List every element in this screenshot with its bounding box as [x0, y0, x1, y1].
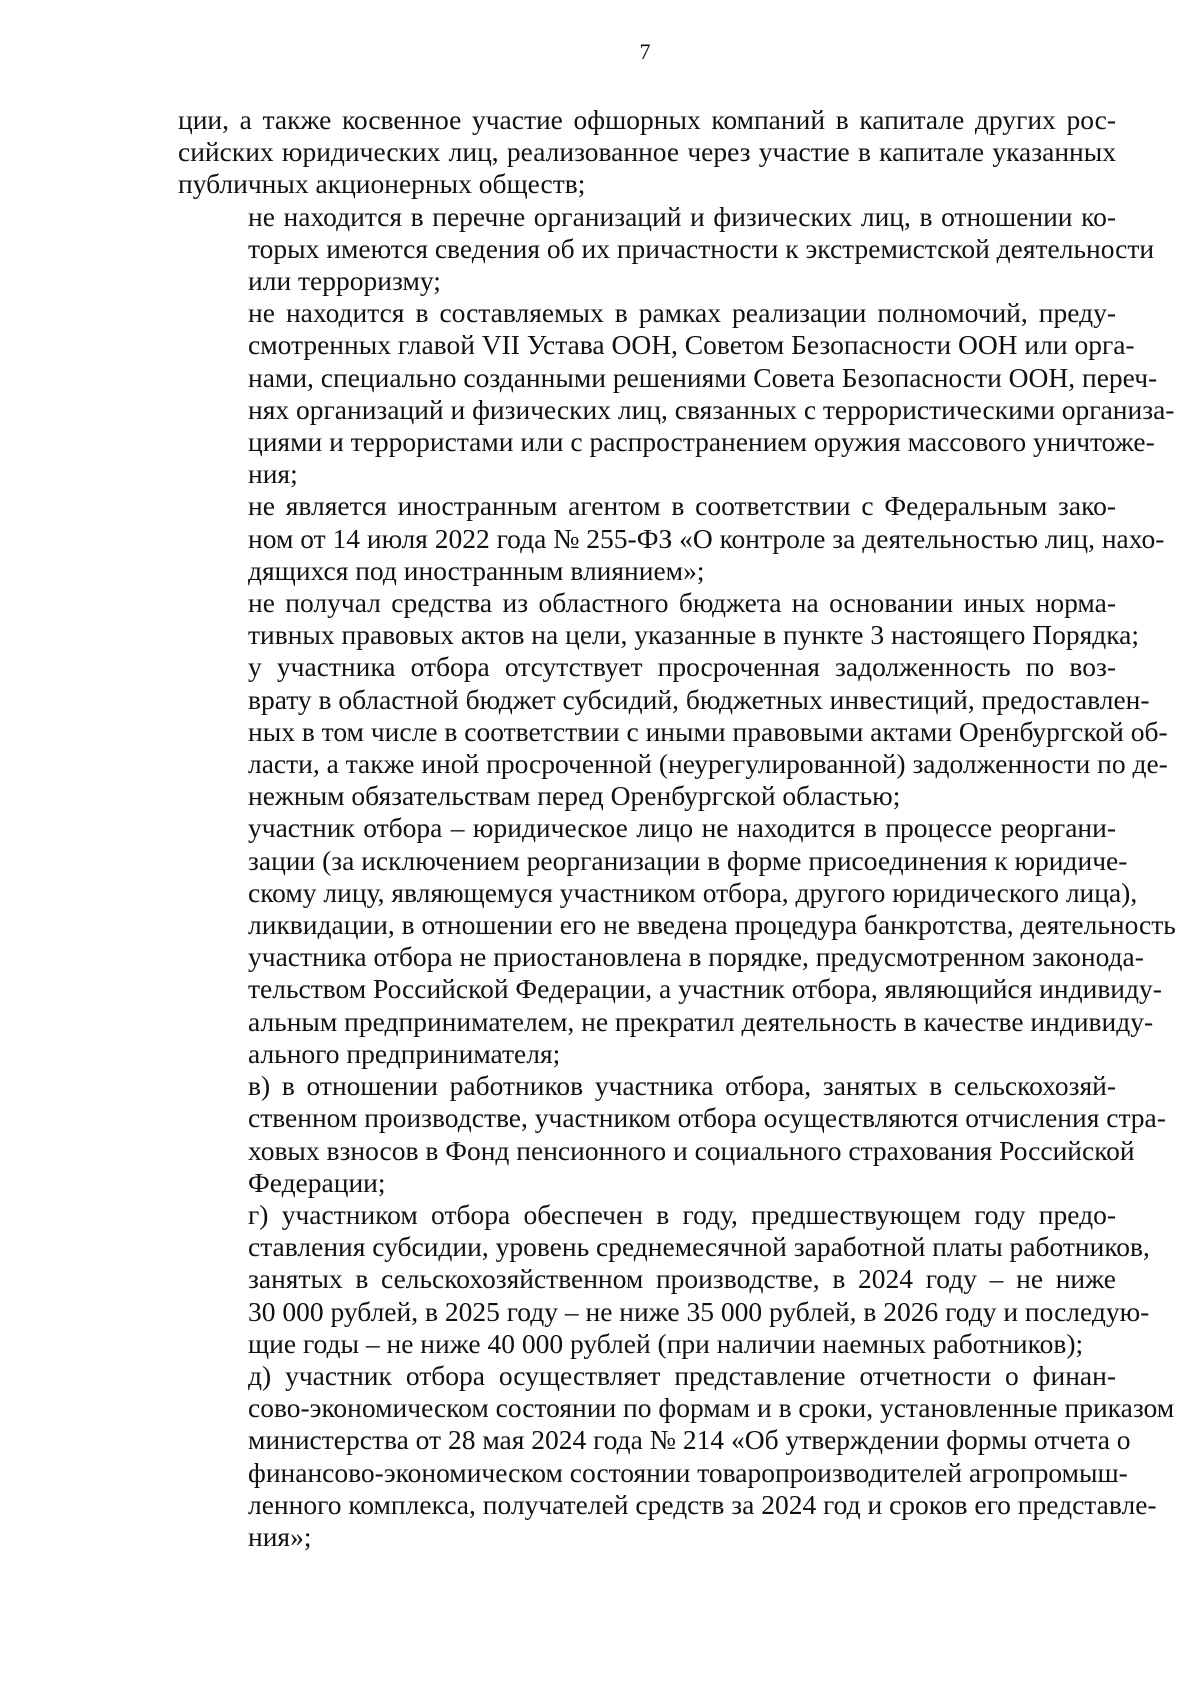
text-line: занятых в сельскохозяйственном производстве, в 2024 году – не ниже: [248, 1263, 1116, 1295]
text-line: врату в областной бюджет субсидий, бюджетных инвестиций, предоставлен-: [248, 683, 1150, 715]
paragraph-8: [178, 1070, 1166, 1199]
paragraph-2: [178, 200, 1155, 298]
text-line: нежным обязательствам перед Оренбургской областью;: [248, 780, 901, 812]
text-line: ставления субсидии, уровень среднемесячной заработной платы работников,: [248, 1231, 1150, 1263]
text-line: Федерации;: [248, 1166, 386, 1198]
text-line: не получал средства из областного бюджета на основании иных норма-: [248, 587, 1116, 619]
text-line: нях организаций и физических лиц, связанных с террористическими организа-: [248, 393, 1175, 425]
text-line: ленного комплекса, получателей средств за 2024 год и сроков его представле-: [248, 1488, 1157, 1520]
text-line: участника отбора не приостановлена в порядке, предусмотренном законода-: [248, 941, 1144, 973]
text-line: не находится в перечне организаций и физических лиц, в отношении ко-: [248, 200, 1116, 232]
text-line: щие годы – не ниже 40 000 рублей (при наличии наемных работников);: [248, 1327, 1084, 1359]
page-number: 7: [639, 39, 651, 64]
text-line: в) в отношении работников участника отбора, занятых в сельскохозяй-: [248, 1070, 1116, 1102]
text-line: скому лицу, являющемуся участником отбора, другого юридического лица),: [248, 876, 1138, 908]
paragraph-9: [178, 1198, 1150, 1360]
text-line: ном от 14 июля 2022 года № 255-ФЗ «О контроле за деятельностью лиц, нахо-: [248, 522, 1165, 554]
document-body: [178, 104, 1176, 1553]
paragraph-10: [178, 1359, 1175, 1553]
text-line: ховых взносов в Фонд пенсионного и социального страхования Российской: [248, 1134, 1135, 1166]
text-line: не является иностранным агентом в соответствии с Федеральным зако-: [248, 490, 1116, 522]
text-line: министерства от 28 мая 2024 года № 214 «Об утверждении формы отчета о: [248, 1424, 1131, 1456]
text-line: ных в том числе в соответствии с иными правовыми актами Оренбургской об-: [248, 715, 1168, 747]
text-line: г) участником отбора обеспечен в году, предшествующем году предо-: [248, 1198, 1116, 1230]
text-line: не находится в составляемых в рамках реализации полномочий, преду-: [248, 297, 1116, 329]
text-line: сово-экономическом состоянии по формам и в сроки, установленные приказом: [248, 1392, 1175, 1424]
paragraph-3: [178, 297, 1175, 490]
paragraph-6: [178, 651, 1168, 812]
paragraph-7: [178, 812, 1176, 1070]
paragraph-5: [178, 587, 1139, 651]
text-line: финансово-экономическом состоянии товаропроизводителей агропромыш-: [248, 1456, 1128, 1488]
text-line: ственном производстве, участником отбора осуществляются отчисления стра-: [248, 1102, 1166, 1134]
text-line: ального предпринимателя;: [248, 1037, 561, 1069]
text-line: ликвидации, в отношении его не введена процедура банкротства, деятельность: [248, 909, 1176, 941]
text-line: зации (за исключением реорганизации в форме присоединения к юридиче-: [248, 844, 1128, 876]
text-line: торых имеются сведения об их причастности к экстремистской деятельности: [248, 232, 1155, 264]
text-line: участник отбора – юридическое лицо не находится в процессе реоргани-: [248, 812, 1116, 844]
text-line: циями и террористами или с распространением оружия массового уничтоже-: [248, 426, 1155, 458]
text-line: ции, а также косвенное участие офшорных компаний в капитале других рос-: [178, 104, 1116, 135]
text-line: публичных акционерных обществ;: [178, 168, 586, 200]
text-line: сийских юридических лиц, реализованное через участие в капитале указанных: [178, 136, 1116, 168]
text-line: ния»;: [248, 1520, 312, 1552]
text-line: смотренных главой VII Устава ООН, Советом Безопасности ООН или орга-: [248, 329, 1135, 361]
text-line: альным предпринимателем, не прекратил деятельность в качестве индивиду-: [248, 1005, 1154, 1037]
paragraph-4: [178, 490, 1165, 587]
text-line: или терроризму;: [248, 265, 441, 297]
text-line: д) участник отбора осуществляет представление отчетности о финан-: [248, 1359, 1116, 1391]
text-line: тивных правовых актов на цели, указанные в пункте 3 настоящего Порядка;: [248, 619, 1139, 651]
text-line: у участника отбора отсутствует просроченная задолженность по воз-: [248, 651, 1116, 683]
text-line: ласти, а также иной просроченной (неурегулированной) задолженности по де-: [248, 748, 1168, 780]
paragraph-1: [178, 104, 1116, 201]
text-line: тельством Российской Федерации, а участник отбора, являющийся индивиду-: [248, 973, 1162, 1005]
text-line: 30 000 рублей, в 2025 году – не ниже 35 000 рублей, в 2026 году и последую-: [248, 1295, 1150, 1327]
text-line: нами, специально созданными решениями Совета Безопасности ООН, переч-: [248, 361, 1158, 393]
text-line: дящихся под иностранным влиянием»;: [248, 554, 705, 586]
text-line: ния;: [248, 458, 298, 490]
